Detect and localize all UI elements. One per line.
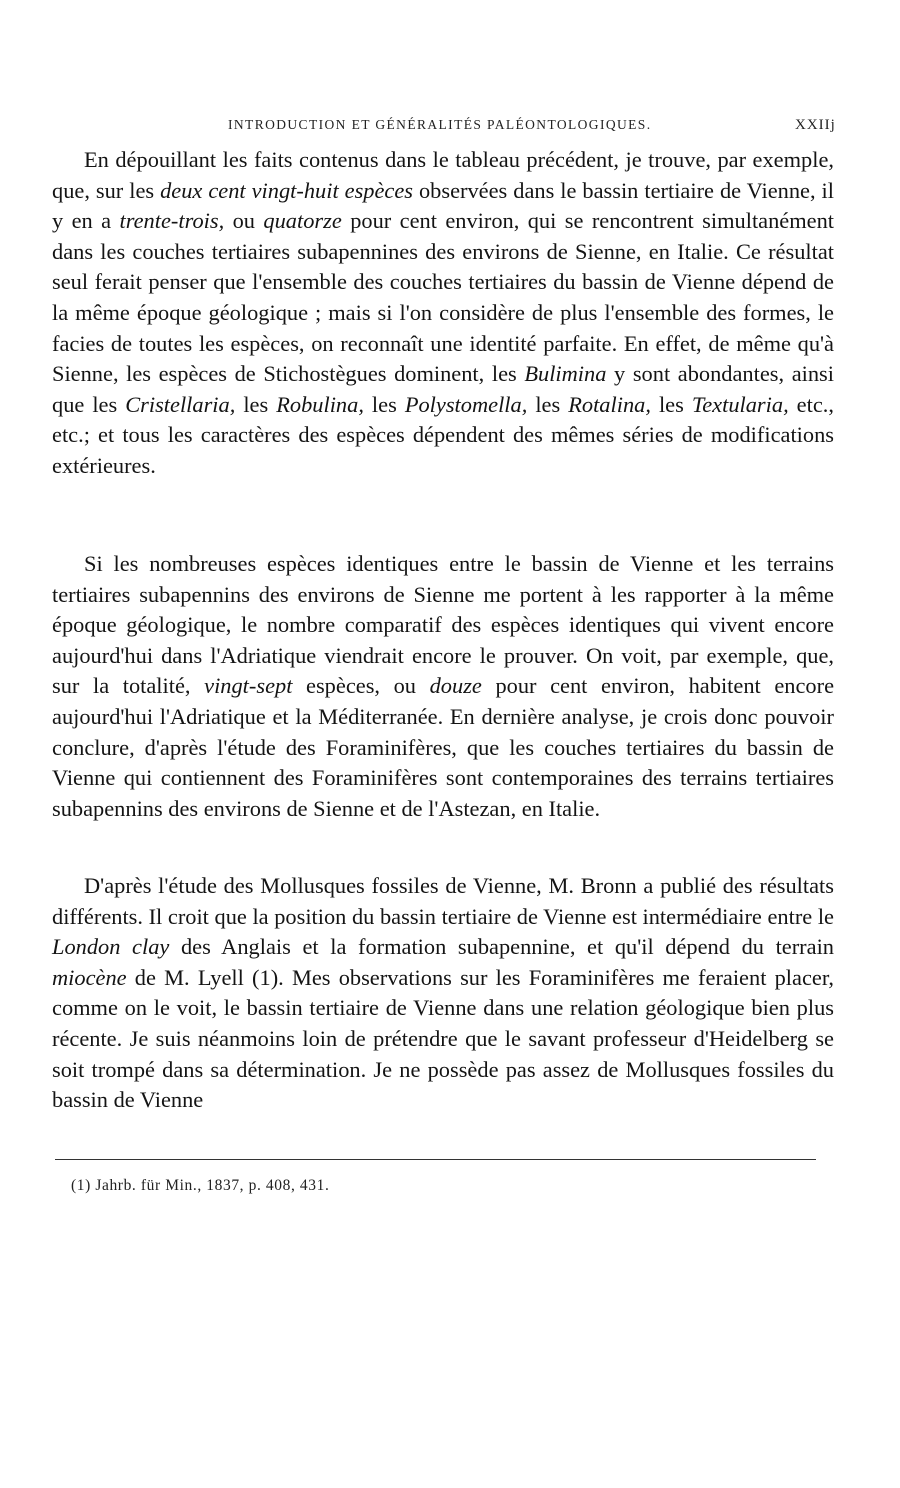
italic-term: Bulimina <box>524 361 607 387</box>
text-run: les <box>527 391 569 417</box>
text-run: y sont abondantes, ainsi que les <box>52 361 834 417</box>
paragraph-3 <box>52 871 834 1116</box>
text-run: les <box>650 391 692 417</box>
text-run: D'après l'étude des Mollusques fossiles de Vienne, M. Bronn a publié des résultats différents. Il croit que la position du bassin tertiaire de Vienne est intermédiaire entre le <box>52 873 834 929</box>
italic-term: Textularia, <box>691 391 789 417</box>
paragraph-text <box>52 145 834 482</box>
italic-term: vingt-sept <box>204 673 293 699</box>
italic-term: Polystomella, <box>404 391 528 417</box>
italic-term: Rotalina, <box>568 391 651 417</box>
italic-term: quatorze <box>263 208 342 234</box>
paragraph-text <box>52 871 834 1116</box>
text-run: les <box>363 391 405 417</box>
italic-term: deux cent vingt-huit espèces <box>160 177 414 203</box>
footnote-divider <box>55 1159 816 1160</box>
italic-term: Robulina, <box>276 391 364 417</box>
text-run: ou <box>224 208 264 234</box>
italic-term: London clay <box>52 934 170 960</box>
italic-term: douze <box>429 673 482 699</box>
text-run: des Anglais et la formation subapennine, et qu'il dépend du terrain <box>169 934 834 960</box>
text-run: En dépouillant les faits contenus dans le tableau précédent, je trouve, par exemple, que, sur les <box>52 147 834 203</box>
paragraph-text <box>52 549 834 824</box>
paragraph-2 <box>52 549 834 824</box>
italic-term: trente-trois, <box>119 208 225 234</box>
text-run: espèces, ou <box>292 673 430 699</box>
italic-term: Cristellaria, <box>125 391 236 417</box>
text-run: observées dans le bassin tertiaire de Vienne, il y en a <box>52 177 834 234</box>
text-run: les <box>235 391 277 417</box>
running-head: INTRODUCTION ET GÉNÉRALITÉS PALÉONTOLOGIQUES. <box>228 117 652 132</box>
page-number: XXIIj <box>795 117 836 133</box>
text-run: etc., etc.; et tous les caractères des espèces dépendent des mêmes séries de modifications extérieures. <box>52 391 834 478</box>
italic-term: miocène <box>52 964 127 990</box>
footnote: (1) Jahrb. für Min., 1837, p. 408, 431. <box>71 1177 330 1194</box>
paragraph-1 <box>52 145 834 482</box>
text-run: pour cent environ, habitent encore aujourd'hui l'Adriatique et la Méditerranée. En dernière analyse, je crois donc pouvoir conclure, d'après l'étude des Foraminifères, que les couches tertiaires du bassin de Vienne qui contiennent des Foraminifères sont contemporaines des terrains tertiaires subapennins des environs de Sienne et de l'Astezan, en Italie. <box>52 673 835 821</box>
text-run: de M. Lyell (1). Mes observations sur les Foraminifères me feraient placer, comme on le voit, le bassin tertiaire de Vienne dans une relation géologique bien plus récente. Je suis néanmoins loin de prétendre que le savant professeur d'Heidelberg se soit trompé dans sa détermination. Je ne possède pas assez de Mollusques fossiles du bassin de Vienne <box>52 964 834 1113</box>
text-run: Si les nombreuses espèces identiques entre le bassin de Vienne et les terrains tertiaires subapennins des environs de Sienne me portent à les rapporter à la même époque géologique, le nombre comparatif des espèces identiques qui vivent encore aujourd'hui dans l'Adriatique viendrait encore le prouver. On voit, par exemple, que, sur la totalité, <box>52 551 834 699</box>
text-run: pour cent environ, qui se rencontrent simultanément dans les couches tertiaires subapennines des environs de Sienne, en Italie. Ce résultat seul ferait penser que l'ensemble des couches tertiaires du bassin de Vienne dépend de la même époque géologique ; mais si l'on considère de plus l'ensemble des formes, le facies de toutes les espèces, on reconnaît une identité parfaite. En effet, de même qu'à Sienne, les espèces de Stichostègues dominent, les <box>52 208 835 387</box>
